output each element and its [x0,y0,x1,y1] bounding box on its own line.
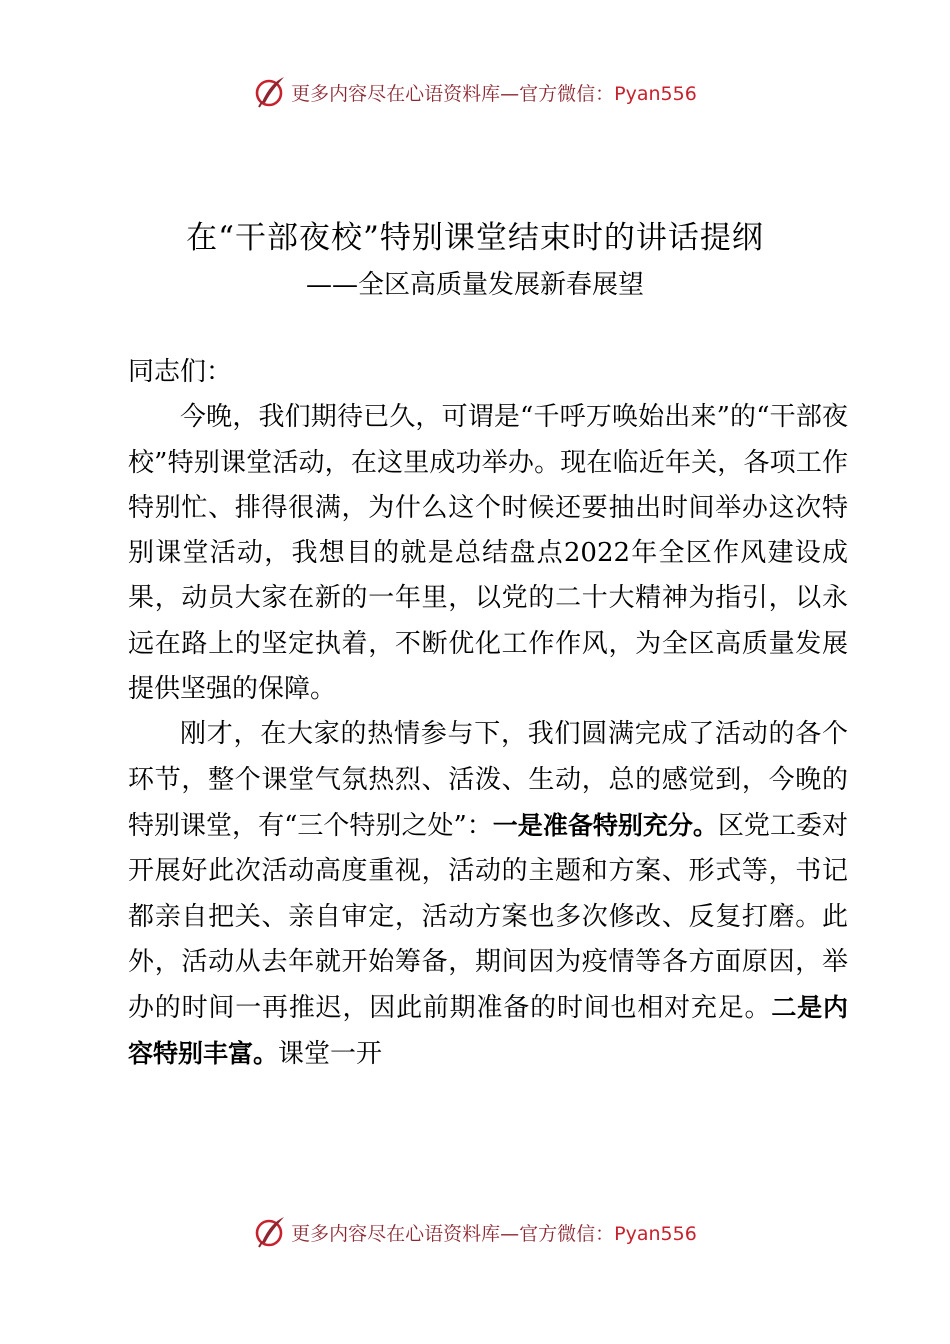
paragraph-2-text-a: 刚才，在大家的热情参与下，我们圆满完成了活动的各个环节，整个课堂气氛热烈、活泼、生动，总的感觉到，今晚的特别课堂，有“三个特别之处”： [128,719,848,841]
paragraph-2-text-c: 区党工委对开展好此次活动高度重视，活动的主题和方案、形式等，书记都亲自把关、亲自审定，活动方案也多次修改、反复打磨。此外，活动从去年就开始筹备，期间因为疫情等各方面原因，举办的时间一再推迟，因此前期准备的时间也相对充足。 [128,810,848,1024]
point-two-heading: 二是内容特别丰富。 [128,993,848,1069]
paragraph-1: 今晚，我们期待已久，可谓是“千呼万唤始出来”的“干部夜校”特别课堂活动，在这里成功举办。现在临近年关，各项工作特别忙、排得很满，为什么这个时候还要抽出时间举办这次特别课堂活动，我想目的就是总结盘点2022年全区作风建设成果，动员大家在新的一年里，以党的二十大精神为指引，以永远在路上的坚定执着，不断优化工作作风，为全区高质量发展提供坚强的保障。 [128,402,848,705]
banner-wechat-id: Pyan556 [614,82,697,105]
document-subtitle: ——全区高质量发展新春展望 [305,270,644,300]
banner-label: 更多内容尽在心语资料库—官方微信： [291,82,615,105]
banner-text [291,79,697,106]
document-title: 在“干部夜校”特别课堂结束时的讲话提纲 [186,220,764,256]
header-banner [0,72,950,112]
point-one-heading: 一是准备特别充分。 [492,810,718,840]
quill-logo-icon [253,75,287,109]
banner-text [291,1219,697,1246]
banner-label: 更多内容尽在心语资料库—官方微信： [291,1222,615,1245]
document-body [128,350,848,1078]
quill-logo-icon [253,1215,287,1249]
paragraph-2-text-e: 课堂一开 [278,1039,383,1070]
banner-wechat-id: Pyan556 [614,1222,697,1245]
footer-banner [0,1212,950,1252]
salutation: 同志们： [128,357,233,387]
paragraph-2 [128,712,848,1077]
